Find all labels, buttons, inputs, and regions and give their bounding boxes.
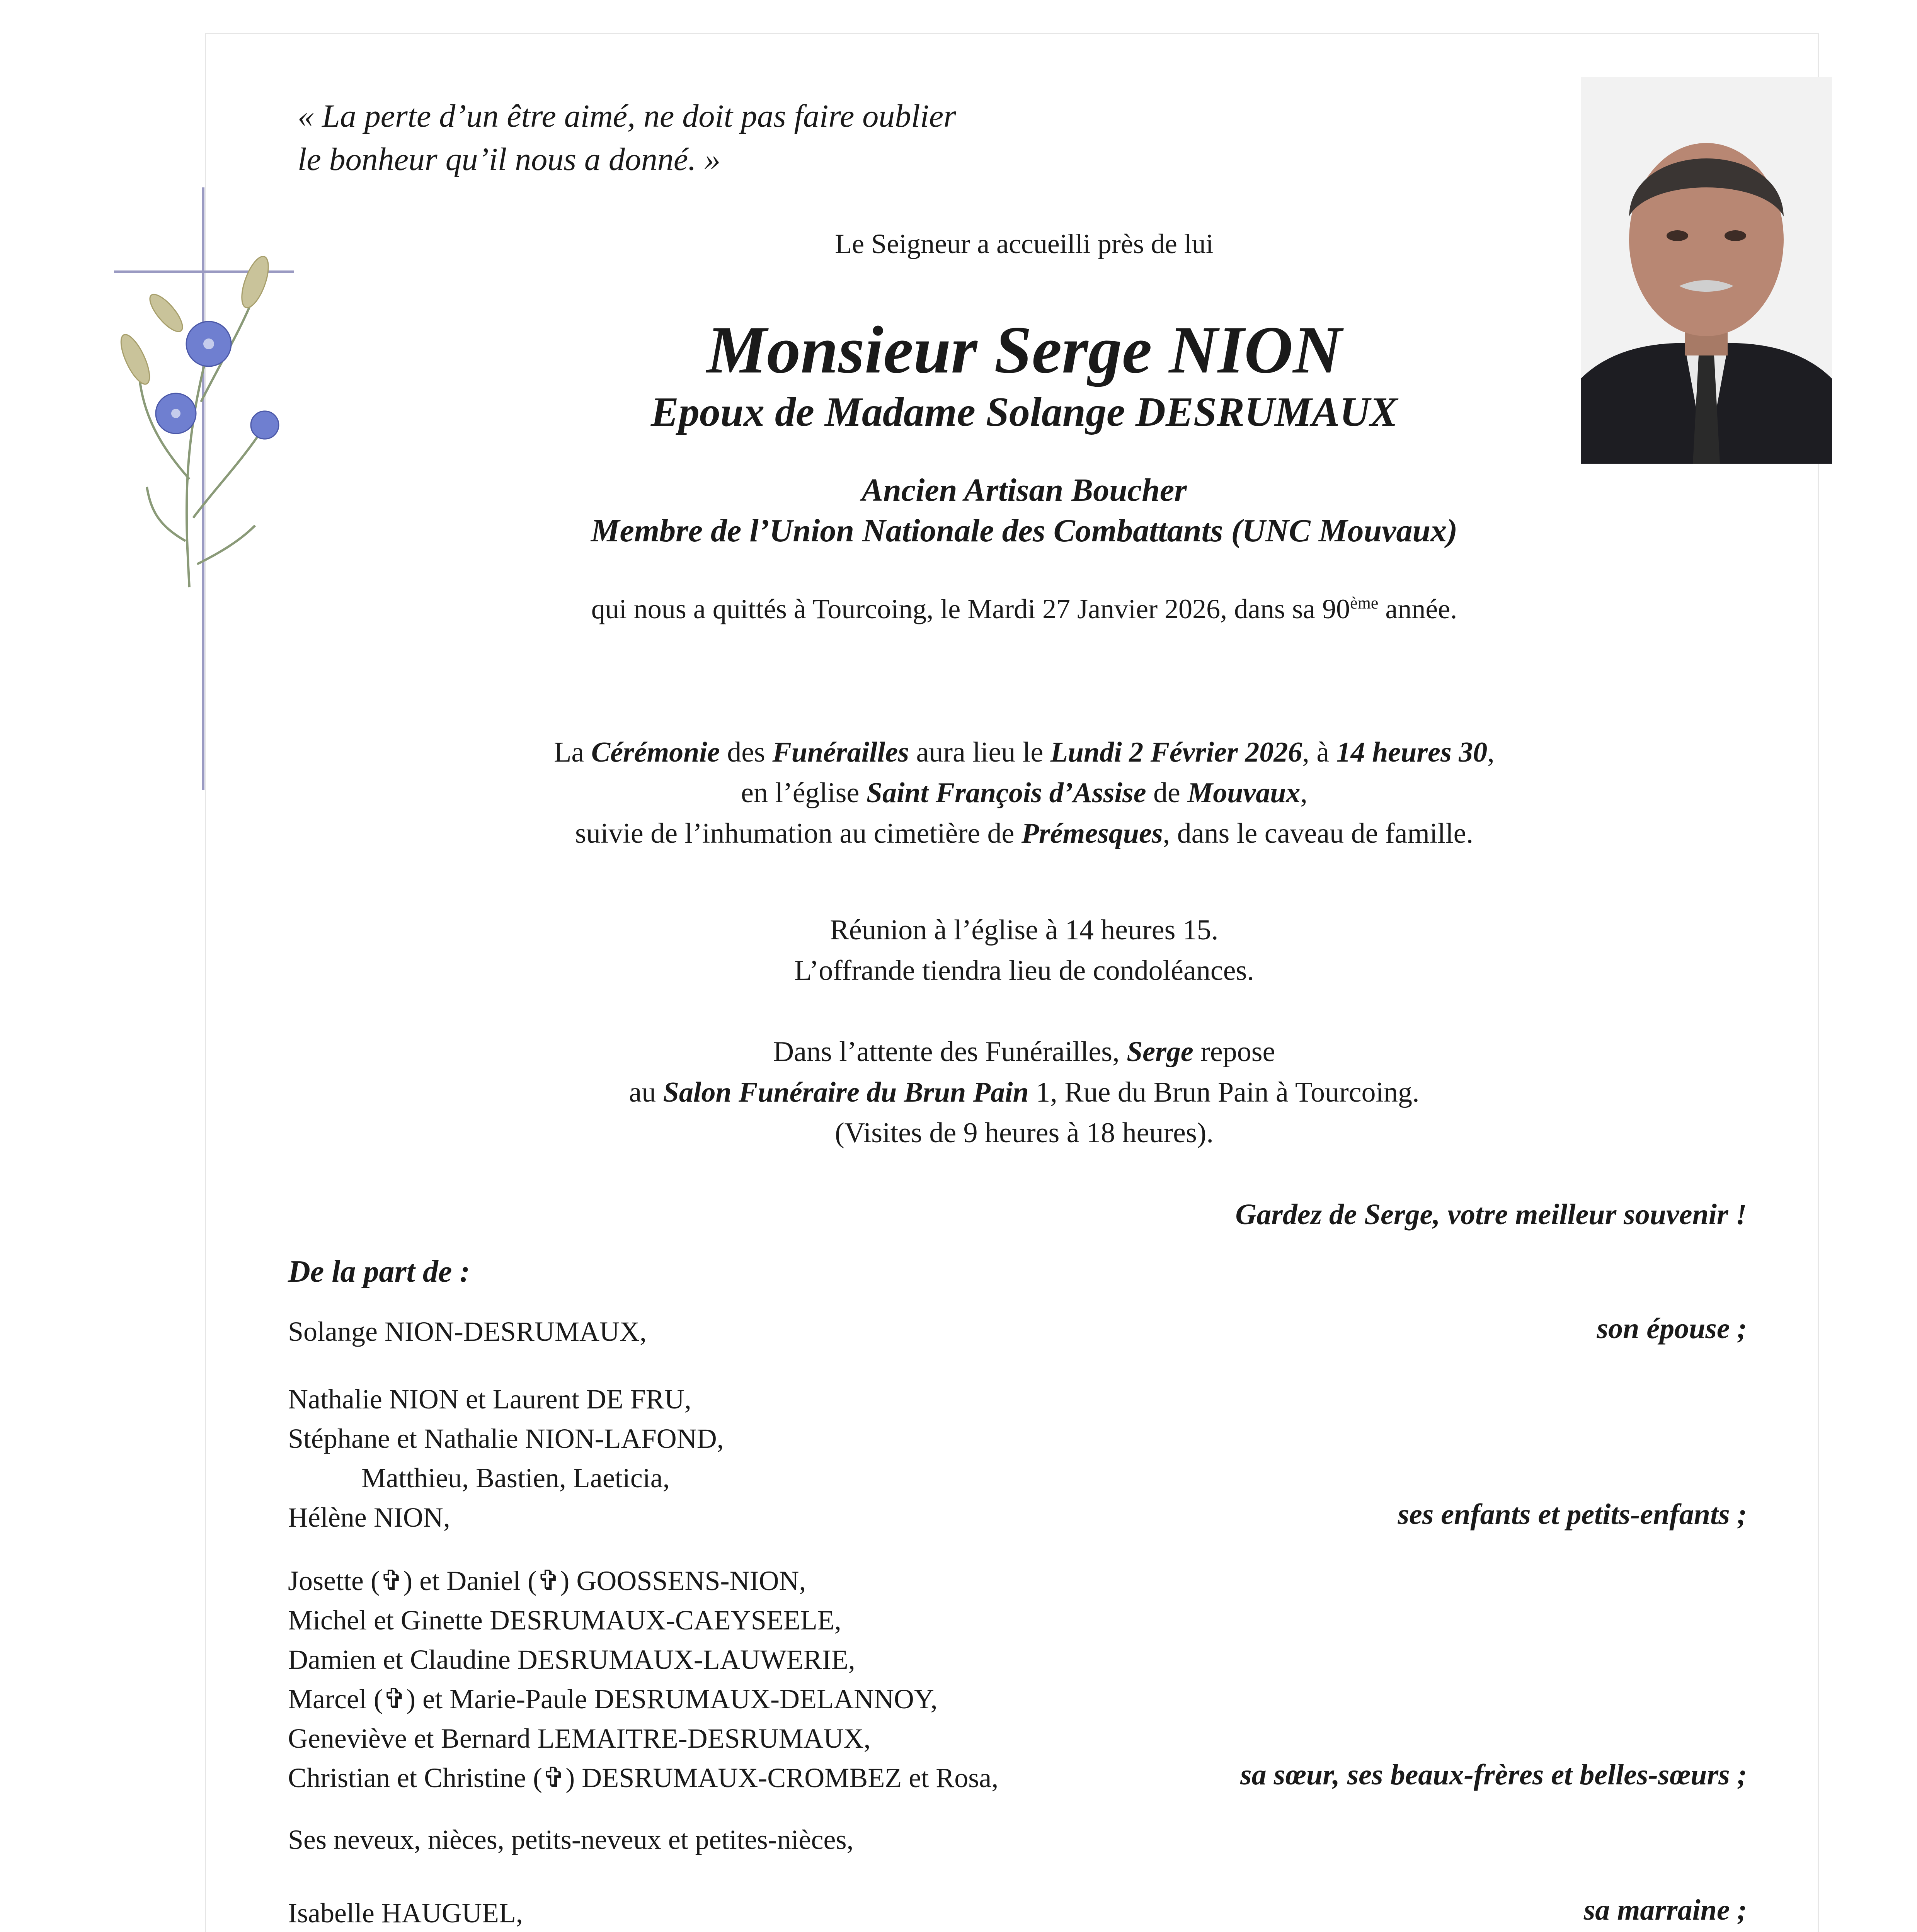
rest-info	[348, 1032, 1701, 1153]
rest-emph: Serge	[1127, 1036, 1193, 1068]
ceremony-info	[348, 732, 1701, 854]
ceremony-line-3	[348, 813, 1701, 854]
intro-text: Le Seigneur a accueilli près de lui	[835, 228, 1214, 259]
rest-line-2	[348, 1072, 1701, 1113]
deceased-role-1: Ancien Artisan Boucher	[861, 472, 1187, 508]
deceased-name: Monsieur Serge NION	[707, 312, 1342, 387]
list-item: Matthieu, Bastien, Laeticia,	[361, 1463, 670, 1493]
rest-text: Dans l’attente des Funérailles,	[773, 1036, 1127, 1068]
death-notice	[348, 593, 1701, 625]
family-godmother: Isabelle HAUGUEL,	[288, 1898, 523, 1929]
ceremony-time: 14 heures 30	[1336, 736, 1488, 768]
quote-line-2: le bonheur qu’il nous a donné. »	[298, 141, 721, 177]
meeting-line-1: Réunion à l’église à 14 heures 15.	[830, 914, 1219, 946]
memory-line: Gardez de Serge, votre meilleur souvenir !	[1235, 1198, 1747, 1231]
ceremony-date: Lundi 2 Février 2026	[1050, 736, 1302, 768]
list-item: Michel et Ginette DESRUMAUX-CAEYSEELE,	[288, 1605, 841, 1636]
ceremony-text: aura lieu le	[909, 736, 1050, 768]
family-siblings	[288, 1561, 998, 1798]
list-item: Hélène NION,	[288, 1502, 450, 1533]
cemetery-name: Prémesques	[1021, 818, 1163, 849]
ceremony-text: de	[1146, 777, 1188, 809]
ceremony-line-1	[348, 732, 1701, 773]
death-sup: ème	[1350, 594, 1379, 612]
list-item: Stéphane et Nathalie NION-LAFOND,	[288, 1423, 724, 1454]
rest-text: 1, Rue du Brun Pain à Tourcoing.	[1028, 1077, 1420, 1108]
rest-line-1	[348, 1032, 1701, 1072]
ceremony-text: , à	[1302, 736, 1336, 768]
rest-text: repose	[1193, 1036, 1275, 1068]
family-spouse-rel: son épouse ;	[1597, 1312, 1747, 1345]
ceremony-text: en l’église	[741, 777, 867, 809]
ceremony-emph: Funérailles	[772, 736, 909, 768]
ceremony-text: La	[554, 736, 591, 768]
family-children-rel: ses enfants et petits-enfants ;	[1398, 1498, 1747, 1531]
ceremony-text: ,	[1300, 777, 1308, 809]
rest-text: au	[629, 1077, 663, 1108]
quote-line-1: « La perte d’un être aimé, ne doit pas faire oublier	[298, 98, 956, 134]
death-end: année.	[1378, 594, 1457, 624]
cornflower-wheat-icon	[93, 247, 309, 595]
family-godmother-rel: sa marraine ;	[1583, 1894, 1747, 1926]
ceremony-text: suivie de l’inhumation au cimetière de	[575, 818, 1021, 849]
ceremony-text: ,	[1487, 736, 1495, 768]
church-name: Saint François d’Assise	[866, 777, 1146, 809]
family-siblings-rel: sa sœur, ses beaux-frères et belles-sœurs ;	[1240, 1759, 1747, 1791]
family-nephews: Ses neveux, nièces, petits-neveux et petites-nièces,	[288, 1824, 854, 1855]
ceremony-text: des	[720, 736, 773, 768]
meeting-line-2: L’offrande tiendra lieu de condoléances.	[794, 955, 1254, 986]
ceremony-text: , dans le caveau de famille.	[1163, 818, 1474, 849]
death-text: qui nous a quittés à Tourcoing, le Mardi 27 Janvier 2026, dans sa 90	[591, 594, 1350, 624]
funeral-home: Salon Funéraire du Brun Pain	[663, 1077, 1029, 1108]
family-children	[288, 1379, 724, 1537]
ceremony-line-2	[348, 773, 1701, 813]
from-label: De la part de :	[288, 1255, 470, 1289]
family-spouse: Solange NION-DESRUMAUX,	[288, 1316, 647, 1347]
list-item: Josette (✞) et Daniel (✞) GOOSSENS-NION,	[288, 1565, 806, 1596]
meeting-info	[348, 910, 1701, 991]
list-item: Christian et Christine (✞) DESRUMAUX-CROMBEZ et Rosa,	[288, 1762, 999, 1793]
quote	[298, 95, 956, 181]
list-item: Geneviève et Bernard LEMAITRE-DESRUMAUX,	[288, 1723, 871, 1754]
list-item: Marcel (✞) et Marie-Paule DESRUMAUX-DELANNOY,	[288, 1684, 938, 1714]
deceased-spouse: Epoux de Madame Solange DESRUMAUX	[650, 389, 1398, 435]
rest-line-3: (Visites de 9 heures à 18 heures).	[835, 1117, 1214, 1149]
church-town: Mouvaux	[1187, 777, 1301, 809]
list-item: Damien et Claudine DESRUMAUX-LAUWERIE,	[288, 1644, 855, 1675]
list-item: Nathalie NION et Laurent DE FRU,	[288, 1384, 691, 1415]
ceremony-emph: Cérémonie	[591, 736, 720, 768]
deceased-role-2: Membre de l’Union Nationale des Combattants (UNC Mouvaux)	[591, 513, 1458, 549]
